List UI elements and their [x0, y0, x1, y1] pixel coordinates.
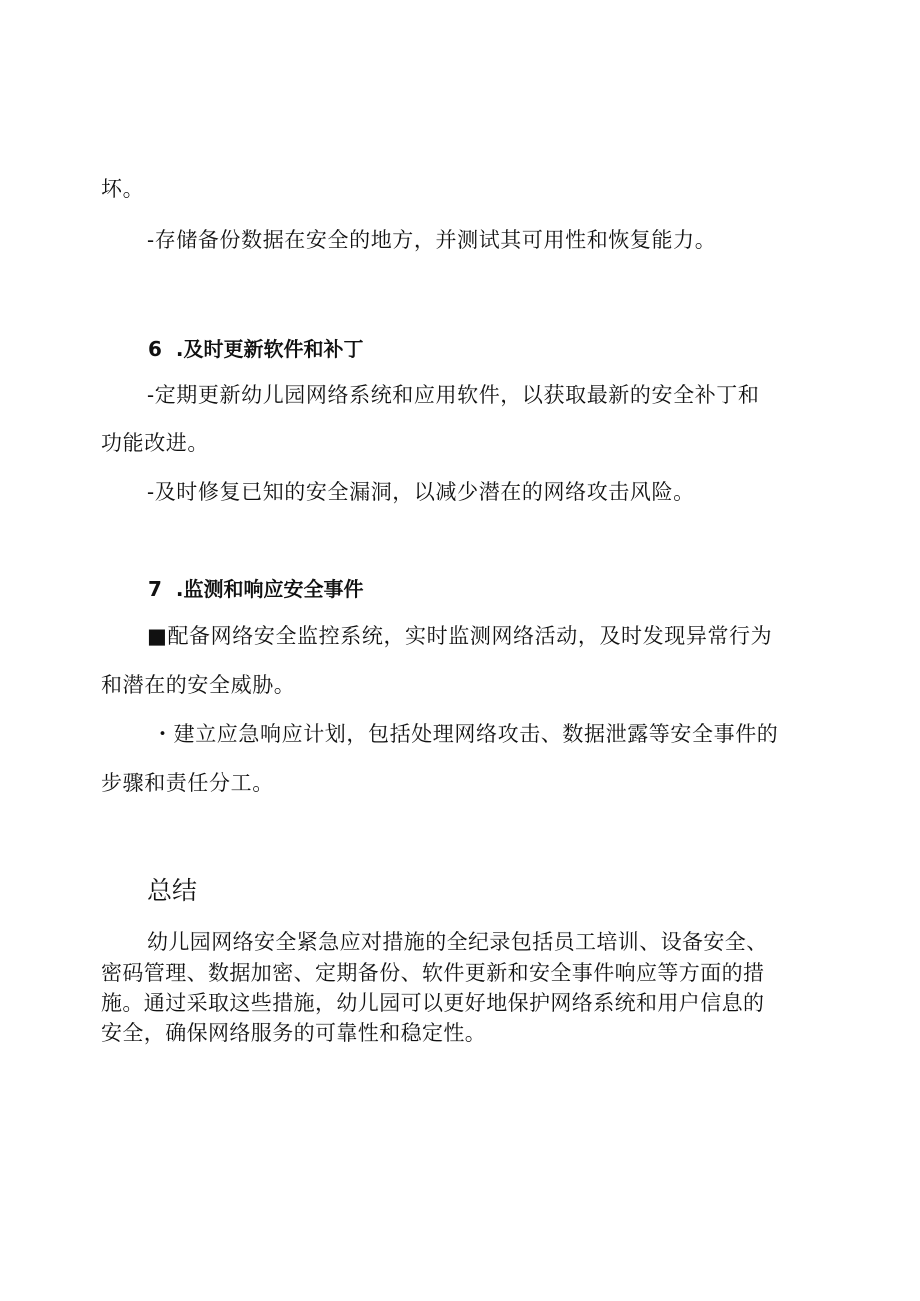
section-6-p1-line-2: 功能改进。 [101, 431, 209, 455]
intro-line-1: 坏。 [101, 177, 145, 201]
section-7-p1-line-1: ■配备网络安全监控系统，实时监测网络活动，及时发现异常行为 [147, 624, 773, 648]
section-7-number: 7 [148, 577, 162, 601]
section-6-p1-line-1: -定期更新幼儿园网络系统和应用软件，以获取最新的安全补丁和 [147, 383, 760, 407]
summary-line-1: 幼儿园网络安全紧急应对措施的全纪录包括员工培训、设备安全、 [147, 930, 768, 954]
section-7-p2-line-1: ・建立应急响应计划，包括处理网络攻击、数据泄露等安全事件的 [152, 722, 779, 746]
summary-line-4: 安全，确保网络服务的可靠性和稳定性。 [101, 1021, 487, 1045]
section-7-title: .监测和响应安全事件 [175, 577, 364, 601]
section-6-number: 6 [148, 337, 162, 361]
intro-line-2: -存储备份数据在安全的地方，并测试其可用性和恢复能力。 [147, 228, 717, 252]
summary-title: 总结 [147, 876, 198, 905]
section-7-p2-line-2: 步骤和责任分工。 [101, 771, 274, 795]
section-6-title: .及时更新软件和补丁 [175, 337, 364, 361]
section-6-p2: -及时修复已知的安全漏洞，以减少潜在的网络攻击风险。 [147, 480, 695, 504]
section-7-heading [148, 574, 364, 604]
summary-line-2: 密码管理、数据加密、定期备份、软件更新和安全事件响应等方面的措 [101, 961, 765, 985]
summary-line-3: 施。通过采取这些措施，幼儿园可以更好地保护网络系统和用户信息的 [101, 991, 765, 1015]
section-6-heading [148, 334, 364, 364]
section-7-p1-line-2: 和潜在的安全威胁。 [101, 673, 296, 697]
